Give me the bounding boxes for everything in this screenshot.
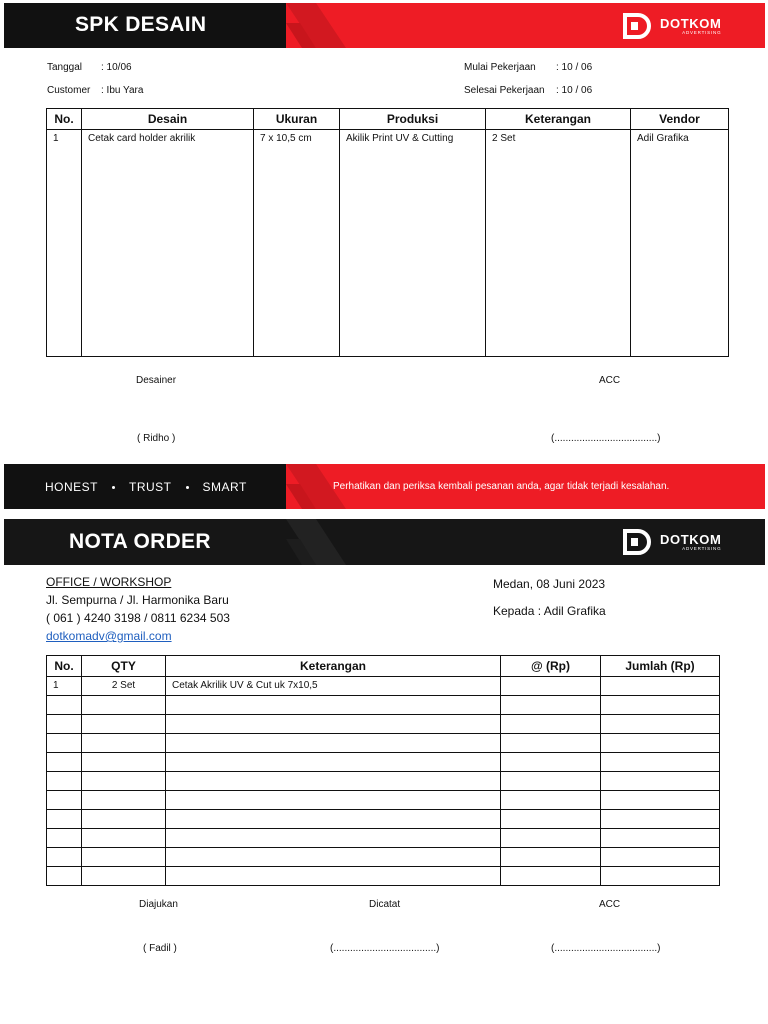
cell-harga [501, 848, 601, 867]
col-qty: QTY [82, 656, 166, 677]
col-desain: Desain [82, 109, 254, 130]
cell-vendor: Adil Grafika [631, 130, 729, 357]
cell-no [47, 867, 82, 886]
table-row [47, 677, 720, 696]
cell-produksi: Akilik Print UV & Cutting [340, 130, 486, 357]
cell-jumlah [601, 810, 720, 829]
nota-header-band [4, 519, 765, 565]
col-produksi: Produksi [340, 109, 486, 130]
sign-desainer-label: Desainer [136, 375, 177, 386]
col-keterangan: Keterangan [486, 109, 631, 130]
slogan-smart: SMART [202, 480, 247, 494]
table-row [47, 772, 720, 791]
notice-text: Perhatikan dan periksa kembali pesanan anda, agar tidak terjadi kesalahan. [333, 481, 670, 492]
sign-diajukan-label: Diajukan [139, 899, 178, 910]
cell-harga [501, 772, 601, 791]
sign-dicatat-name: (.....................................) [330, 943, 440, 954]
cell-jumlah [601, 867, 720, 886]
sign-acc-name: (.....................................) [551, 433, 661, 444]
cell-harga [501, 829, 601, 848]
office-label: OFFICE / WORKSHOP [46, 575, 172, 589]
col-no: No. [47, 656, 82, 677]
table-row [47, 715, 720, 734]
col-keterangan: Keterangan [166, 656, 501, 677]
sign-desainer-name: ( Ridho ) [137, 433, 176, 444]
cell-keterangan [166, 753, 501, 772]
dotkom-logo-icon [622, 12, 652, 40]
cell-jumlah [601, 696, 720, 715]
cell-harga [501, 715, 601, 734]
cell-harga [501, 810, 601, 829]
cell-jumlah [601, 772, 720, 791]
cell-qty [82, 848, 166, 867]
cell-harga [501, 677, 601, 696]
table-row [47, 791, 720, 810]
mulai-label: Mulai Pekerjaan [464, 62, 536, 73]
cell-no [47, 753, 82, 772]
slogan [45, 480, 247, 494]
cell-jumlah [601, 848, 720, 867]
nota-kepada: Kepada : Adil Grafika [493, 604, 606, 618]
nota-table [46, 655, 720, 886]
table-row [47, 753, 720, 772]
email-link[interactable]: dotkomadv@gmail.com [46, 629, 172, 643]
cell-harga [501, 734, 601, 753]
cell-qty [82, 829, 166, 848]
col-ukuran: Ukuran [254, 109, 340, 130]
dotkom-logo-icon [622, 528, 652, 556]
table-row [47, 810, 720, 829]
cell-jumlah [601, 829, 720, 848]
cell-keterangan: 2 Set [486, 130, 631, 357]
cell-keterangan [166, 867, 501, 886]
sign-acc-name: (.....................................) [551, 943, 661, 954]
cell-no [47, 848, 82, 867]
spk-table-header [47, 109, 729, 130]
table-row [47, 848, 720, 867]
spk-title: SPK DESAIN [75, 13, 207, 36]
cell-no: 1 [47, 677, 82, 696]
col-jumlah: Jumlah (Rp) [601, 656, 720, 677]
sign-dicatat-label: Dicatat [369, 899, 401, 910]
decorative-stripes-icon [286, 519, 376, 565]
cell-no [47, 696, 82, 715]
spk-table [46, 108, 729, 357]
customer-label: Customer [47, 85, 91, 96]
mulai-value: : 10 / 06 [556, 62, 593, 73]
cell-harga [501, 791, 601, 810]
cell-keterangan [166, 848, 501, 867]
cell-qty [82, 696, 166, 715]
address: Jl. Sempurna / Jl. Harmonika Baru [46, 593, 229, 607]
slogan-trust: TRUST [129, 480, 172, 494]
sign-diajukan-name: ( Fadil ) [143, 943, 177, 954]
cell-qty [82, 753, 166, 772]
cell-jumlah [601, 677, 720, 696]
selesai-value: : 10 / 06 [556, 85, 593, 96]
cell-ukuran: 7 x 10,5 cm [254, 130, 340, 357]
cell-qty [82, 734, 166, 753]
table-row [47, 829, 720, 848]
table-row [47, 867, 720, 886]
slogan-honest: HONEST [45, 480, 99, 494]
cell-no [47, 734, 82, 753]
decorative-stripes-icon [286, 3, 376, 48]
cell-no [47, 829, 82, 848]
brand-name: DOTKOM [660, 15, 722, 31]
brand-subtitle: ADVERTISING [682, 29, 722, 35]
cell-jumlah [601, 734, 720, 753]
sign-acc-label: ACC [599, 899, 621, 910]
cell-keterangan [166, 791, 501, 810]
cell-qty [82, 791, 166, 810]
cell-keterangan [166, 696, 501, 715]
table-row [47, 734, 720, 753]
col-no: No. [47, 109, 82, 130]
cell-no [47, 715, 82, 734]
nota-table-header [47, 656, 720, 677]
cell-keterangan [166, 772, 501, 791]
cell-harga [501, 753, 601, 772]
tanggal-value: : 10/06 [101, 62, 132, 73]
nota-title: NOTA ORDER [69, 530, 211, 553]
cell-harga [501, 696, 601, 715]
dotkom-logo [622, 12, 721, 40]
cell-keterangan [166, 734, 501, 753]
cell-keterangan [166, 715, 501, 734]
cell-qty [82, 810, 166, 829]
cell-keterangan [166, 829, 501, 848]
nota-date: Medan, 08 Juni 2023 [493, 577, 606, 591]
cell-jumlah [601, 753, 720, 772]
cell-keterangan [166, 810, 501, 829]
cell-no [47, 810, 82, 829]
cell-no [47, 772, 82, 791]
phone: ( 061 ) 4240 3198 / 0811 6234 503 [46, 611, 230, 625]
cell-qty: 2 Set [82, 677, 166, 696]
cell-qty [82, 772, 166, 791]
cell-no [47, 791, 82, 810]
dotkom-logo [622, 528, 721, 556]
slogan-band [4, 464, 765, 509]
cell-qty [82, 715, 166, 734]
customer-value: : Ibu Yara [101, 85, 144, 96]
cell-jumlah [601, 791, 720, 810]
cell-no: 1 [47, 130, 82, 357]
bullet-icon [186, 486, 189, 489]
sign-acc-label: ACC [599, 375, 621, 386]
cell-qty [82, 867, 166, 886]
bullet-icon [112, 486, 115, 489]
cell-harga [501, 867, 601, 886]
brand-subtitle: ADVERTISING [682, 545, 722, 551]
cell-keterangan: Cetak Akrilik UV & Cut uk 7x10,5 [166, 677, 501, 696]
selesai-label: Selesai Pekerjaan [464, 85, 545, 96]
spk-header-band [4, 3, 765, 48]
col-vendor: Vendor [631, 109, 729, 130]
table-row [47, 696, 720, 715]
col-harga: @ (Rp) [501, 656, 601, 677]
cell-jumlah [601, 715, 720, 734]
tanggal-label: Tanggal [47, 62, 83, 73]
cell-desain: Cetak card holder akrilik [82, 130, 254, 357]
table-row [47, 130, 729, 357]
brand-name: DOTKOM [660, 531, 722, 547]
